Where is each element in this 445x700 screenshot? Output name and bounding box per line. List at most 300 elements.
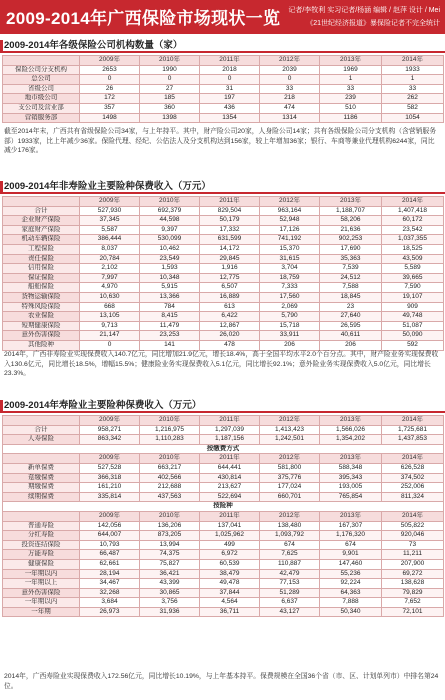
row-label: 一年期以上 <box>3 579 80 589</box>
header-year: 2014年 <box>382 454 444 464</box>
table-cell: 17,560 <box>260 292 320 302</box>
table-cell: 8,037 <box>80 244 140 254</box>
table-cell: 31,936 <box>140 607 200 617</box>
table-cell: 21,636 <box>320 225 382 235</box>
header-cell-empty <box>3 416 80 426</box>
header-year: 2009年 <box>80 416 140 426</box>
section-title-life: 2009-2014年寿险业主要险种保费收入（万元） <box>0 400 445 413</box>
table-cell: 17,690 <box>320 244 382 254</box>
table-cell: 43,509 <box>382 254 444 264</box>
table-row <box>3 283 444 293</box>
table-cell: 7,590 <box>382 283 444 293</box>
table-cell: 137,041 <box>200 521 260 531</box>
row-label: 一年期 <box>3 607 80 617</box>
table-row <box>3 492 444 502</box>
table-cell: 958,271 <box>80 425 140 435</box>
table-cell: 43,399 <box>140 579 200 589</box>
table-cell: 5,589 <box>382 264 444 274</box>
table-cell: 2653 <box>80 65 140 75</box>
table-cell: 1,037,355 <box>382 235 444 245</box>
table-cell: 110,887 <box>260 559 320 569</box>
table-cell: 52,948 <box>260 216 320 226</box>
table-cell: 374,502 <box>382 473 444 483</box>
table-cell: 11,479 <box>140 321 200 331</box>
table-cell: 11,211 <box>382 550 444 560</box>
table-cell: 13,105 <box>80 312 140 322</box>
table-cell: 206 <box>260 340 320 350</box>
table-cell: 436 <box>200 103 260 113</box>
table-cell: 510 <box>320 103 382 113</box>
header-cell-empty <box>3 454 80 464</box>
table-cell: 142,056 <box>80 521 140 531</box>
table-cell: 522,694 <box>200 492 260 502</box>
table-cell: 138,480 <box>260 521 320 531</box>
row-label: 一年期以内 <box>3 569 80 579</box>
table-row <box>3 559 444 569</box>
table-cell: 909 <box>382 302 444 312</box>
table-cell: 6,422 <box>200 312 260 322</box>
header-year: 2009年 <box>80 56 140 66</box>
header-year: 2012年 <box>260 56 320 66</box>
table-cell: 252,006 <box>382 483 444 493</box>
table-row <box>3 588 444 598</box>
table-header-row <box>3 416 444 426</box>
table-subheader-row <box>3 444 444 454</box>
table-cell: 644,441 <box>200 463 260 473</box>
table-cell: 430,814 <box>200 473 260 483</box>
header-year: 2014年 <box>382 197 444 207</box>
table-cell: 23 <box>320 302 382 312</box>
table-cell: 51,289 <box>260 588 320 598</box>
table-cell: 0 <box>140 75 200 85</box>
table-cell: 24,512 <box>320 273 382 283</box>
table-cell: 3,756 <box>140 598 200 608</box>
subheader-label: 按险种 <box>3 502 444 512</box>
table-nonlife <box>2 196 444 351</box>
table-cell: 31 <box>200 84 260 94</box>
table-cell: 10,462 <box>140 244 200 254</box>
table-cell: 16,889 <box>200 292 260 302</box>
header-year: 2009年 <box>80 197 140 207</box>
table-row <box>3 312 444 322</box>
table-cell: 1990 <box>140 65 200 75</box>
table-cell: 10,630 <box>80 292 140 302</box>
table-cell: 4,564 <box>200 598 260 608</box>
row-label: 支公司及营业部 <box>3 103 80 113</box>
table-cell: 829,504 <box>200 206 260 216</box>
table-header-row <box>3 56 444 66</box>
table-cell: 26 <box>80 84 140 94</box>
table-cell: 6,972 <box>200 550 260 560</box>
row-label: 意外伤害保险 <box>3 588 80 598</box>
table-cell: 42,479 <box>260 569 320 579</box>
table-row <box>3 483 444 493</box>
table-row <box>3 302 444 312</box>
table-cell: 26,020 <box>200 331 260 341</box>
table-cell: 218 <box>260 94 320 104</box>
table-cell: 366,318 <box>80 473 140 483</box>
row-label: 普通寿险 <box>3 521 80 531</box>
table-cell: 5,790 <box>260 312 320 322</box>
table-cell: 36,421 <box>140 569 200 579</box>
header-year: 2013年 <box>320 454 382 464</box>
row-label: 其他险种 <box>3 340 80 350</box>
table-cell: 69,272 <box>382 569 444 579</box>
table-cell: 674 <box>320 540 382 550</box>
table-cell: 386,444 <box>80 235 140 245</box>
row-label: 机动车辆保险 <box>3 235 80 245</box>
table-cell: 692,379 <box>140 206 200 216</box>
table-cell: 38,479 <box>200 569 260 579</box>
table-cell: 79,829 <box>382 588 444 598</box>
row-label: 投资连结保险 <box>3 540 80 550</box>
header-year: 2012年 <box>260 511 320 521</box>
table-cell: 357 <box>80 103 140 113</box>
table-cell: 19,107 <box>382 292 444 302</box>
table-cell: 674 <box>260 540 320 550</box>
table-cell: 1,110,283 <box>140 435 200 445</box>
table-cell: 17,332 <box>200 225 260 235</box>
table-cell: 207,900 <box>382 559 444 569</box>
table-cell: 499 <box>200 540 260 550</box>
table-cell: 7,333 <box>260 283 320 293</box>
header-year: 2009年 <box>80 511 140 521</box>
table-cell: 7,997 <box>80 273 140 283</box>
table-subheader-row <box>3 502 444 512</box>
header-year: 2009年 <box>80 454 140 464</box>
table-cell: 33 <box>260 84 320 94</box>
table-cell: 626,528 <box>382 463 444 473</box>
table-cell: 239 <box>320 94 382 104</box>
table-cell: 1498 <box>80 113 140 123</box>
source-note: 《21世纪经济报道》暴保险记者不完全统计 <box>306 20 440 27</box>
table-cell: 13,366 <box>140 292 200 302</box>
table-cell: 33 <box>382 84 444 94</box>
row-label: 保险公司分支机构 <box>3 65 80 75</box>
header-cell-empty <box>3 511 80 521</box>
table-cell: 8,415 <box>140 312 200 322</box>
byline: 记者/李牧利 实习记者/杨涵 编辑 / 赵萍 设计 / Mei <box>288 7 440 14</box>
table-cell: 50,090 <box>382 331 444 341</box>
table-cell: 1,216,975 <box>140 425 200 435</box>
table-cell: 30,865 <box>140 588 200 598</box>
table-row <box>3 273 444 283</box>
header-year: 2011年 <box>200 511 260 521</box>
table-branches <box>2 55 444 123</box>
row-label: 趸缴保费 <box>3 473 80 483</box>
table-row <box>3 550 444 560</box>
table-cell: 92,224 <box>320 579 382 589</box>
table-cell: 7,625 <box>260 550 320 560</box>
row-label: 家庭财产保险 <box>3 225 80 235</box>
table-cell: 49,748 <box>382 312 444 322</box>
table-cell: 1,297,039 <box>200 425 260 435</box>
table-cell: 17,126 <box>260 225 320 235</box>
table-row <box>3 473 444 483</box>
header-cell-empty <box>3 56 80 66</box>
table-cell: 0 <box>260 75 320 85</box>
table-cell: 15,370 <box>260 244 320 254</box>
table-cell: 631,599 <box>200 235 260 245</box>
table-cell: 10,348 <box>140 273 200 283</box>
row-label: 分红寿险 <box>3 531 80 541</box>
row-label: 续期保费 <box>3 492 80 502</box>
table-cell: 32,268 <box>80 588 140 598</box>
table-row <box>3 225 444 235</box>
table-row <box>3 292 444 302</box>
table-cell: 9,397 <box>140 225 200 235</box>
table-row <box>3 206 444 216</box>
table-row <box>3 579 444 589</box>
table-cell: 1,593 <box>140 264 200 274</box>
row-label: 新单保费 <box>3 463 80 473</box>
table-cell: 588,348 <box>320 463 382 473</box>
table-cell: 784 <box>140 302 200 312</box>
table-cell: 1,187,156 <box>200 435 260 445</box>
table-cell: 43,127 <box>260 607 320 617</box>
table-cell: 4,970 <box>80 283 140 293</box>
header-year: 2010年 <box>140 56 200 66</box>
table-cell: 3,704 <box>260 264 320 274</box>
table-cell: 33,911 <box>260 331 320 341</box>
table-cell: 14,172 <box>200 244 260 254</box>
header-year: 2010年 <box>140 511 200 521</box>
row-label: 省级公司 <box>3 84 80 94</box>
table-row <box>3 607 444 617</box>
table-cell: 527,528 <box>80 463 140 473</box>
table-cell: 0 <box>200 75 260 85</box>
table-cell: 28,194 <box>80 569 140 579</box>
table-cell: 1354 <box>200 113 260 123</box>
table-cell: 1,916 <box>200 264 260 274</box>
table-cell: 55,236 <box>320 569 382 579</box>
table-cell: 5,915 <box>140 283 200 293</box>
table-cell: 60,172 <box>382 216 444 226</box>
table-cell: 963,164 <box>260 206 320 216</box>
table-cell: 2,102 <box>80 264 140 274</box>
table-cell: 51,087 <box>382 321 444 331</box>
table-cell: 613 <box>200 302 260 312</box>
table-cell: 1969 <box>320 65 382 75</box>
row-label: 信用保险 <box>3 264 80 274</box>
table-row <box>3 65 444 75</box>
table-cell: 668 <box>80 302 140 312</box>
table-cell: 1,437,853 <box>382 435 444 445</box>
subheader-label: 按缴费方式 <box>3 444 444 454</box>
table-row <box>3 264 444 274</box>
table-cell: 49,478 <box>200 579 260 589</box>
table-cell: 1054 <box>382 113 444 123</box>
table-cell: 582 <box>382 103 444 113</box>
table-cell: 375,776 <box>260 473 320 483</box>
header-year: 2012年 <box>260 454 320 464</box>
table-cell: 197 <box>200 94 260 104</box>
table-cell: 741,192 <box>260 235 320 245</box>
header-cell-empty <box>3 197 80 207</box>
table-cell: 474 <box>260 103 320 113</box>
table-cell: 527,930 <box>80 206 140 216</box>
table-cell: 1,354,202 <box>320 435 382 445</box>
table-cell: 75,827 <box>140 559 200 569</box>
table-cell: 1,566,026 <box>320 425 382 435</box>
header-year: 2012年 <box>260 197 320 207</box>
table-row <box>3 521 444 531</box>
row-label: 期缴保费 <box>3 483 80 493</box>
table-cell: 161,210 <box>80 483 140 493</box>
table-cell: 37,844 <box>200 588 260 598</box>
table-cell: 60,539 <box>200 559 260 569</box>
table-cell: 920,046 <box>382 531 444 541</box>
table-cell: 31,615 <box>260 254 320 264</box>
table-cell: 1,407,418 <box>382 206 444 216</box>
table-cell: 9,713 <box>80 321 140 331</box>
table-cell: 138,628 <box>382 579 444 589</box>
table-cell: 581,800 <box>260 463 320 473</box>
table-row <box>3 463 444 473</box>
table-cell: 62,661 <box>80 559 140 569</box>
header-year: 2013年 <box>320 197 382 207</box>
table-cell: 9,901 <box>320 550 382 560</box>
row-label: 责任保险 <box>3 254 80 264</box>
table-cell: 1,725,681 <box>382 425 444 435</box>
table-cell: 36,711 <box>200 607 260 617</box>
row-label: 营销服务部 <box>3 113 80 123</box>
table-cell: 34,467 <box>80 579 140 589</box>
table-cell: 1,093,792 <box>260 531 320 541</box>
table-cell: 1933 <box>382 65 444 75</box>
header-year: 2011年 <box>200 197 260 207</box>
table-row <box>3 321 444 331</box>
table-cell: 58,206 <box>320 216 382 226</box>
table-cell: 902,253 <box>320 235 382 245</box>
table-cell: 40,611 <box>320 331 382 341</box>
table-cell: 262 <box>382 94 444 104</box>
table-cell: 23,549 <box>140 254 200 264</box>
header-year: 2013年 <box>320 56 382 66</box>
table-row <box>3 216 444 226</box>
table-cell: 172 <box>80 94 140 104</box>
header-year: 2013年 <box>320 511 382 521</box>
table-row <box>3 598 444 608</box>
table-cell: 873,205 <box>140 531 200 541</box>
row-label: 特殊风险保险 <box>3 302 80 312</box>
header-year: 2010年 <box>140 416 200 426</box>
table-cell: 402,566 <box>140 473 200 483</box>
header-year: 2011年 <box>200 454 260 464</box>
table-cell: 26,973 <box>80 607 140 617</box>
table-header-row <box>3 197 444 207</box>
table-cell: 663,217 <box>140 463 200 473</box>
table-cell: 29,845 <box>200 254 260 264</box>
table-row <box>3 235 444 245</box>
table-cell: 74,375 <box>140 550 200 560</box>
table-cell: 811,324 <box>382 492 444 502</box>
table-cell: 2039 <box>260 65 320 75</box>
row-label: 意外伤害保险 <box>3 331 80 341</box>
table-cell: 530,099 <box>140 235 200 245</box>
table-cell: 1,413,423 <box>260 425 320 435</box>
table-cell: 136,206 <box>140 521 200 531</box>
table-row <box>3 84 444 94</box>
table-row <box>3 531 444 541</box>
table-row <box>3 331 444 341</box>
table-row <box>3 569 444 579</box>
row-label: 合计 <box>3 206 80 216</box>
row-label: 万能寿险 <box>3 550 80 560</box>
table-cell: 66,487 <box>80 550 140 560</box>
table-cell: 478 <box>200 340 260 350</box>
row-label: 农业保险 <box>3 312 80 322</box>
table-header-row <box>3 511 444 521</box>
table-cell: 1398 <box>140 113 200 123</box>
table-row <box>3 425 444 435</box>
table-cell: 185 <box>140 94 200 104</box>
paragraph-nonlife: 2014年，广西非寿险业实现保费收入140.7亿元，同比增加21.9亿元，增长18.4%，高于全国平均水平2.0个百分点。其中，财产险业务实现保费收入130.6亿元，同比增长18.5%，增幅15.5%；健康险业务实现保费收入5.1亿元，同比增长92.1%；意外险业务实现保费收入5.0亿元，同比增长23.3%。 <box>4 351 439 377</box>
table-cell: 335,814 <box>80 492 140 502</box>
table-cell: 1,188,707 <box>320 206 382 216</box>
table-row <box>3 340 444 350</box>
table-cell: 437,563 <box>140 492 200 502</box>
row-label: 货物运输保险 <box>3 292 80 302</box>
header-year: 2014年 <box>382 56 444 66</box>
table-cell: 50,340 <box>320 607 382 617</box>
header-year: 2012年 <box>260 416 320 426</box>
table-cell: 1 <box>382 75 444 85</box>
table-cell: 360 <box>140 103 200 113</box>
table-cell: 2,069 <box>260 302 320 312</box>
table-cell: 50,179 <box>200 216 260 226</box>
table-cell: 7,652 <box>382 598 444 608</box>
row-label: 保证保险 <box>3 273 80 283</box>
table-cell: 35,363 <box>320 254 382 264</box>
header-year: 2010年 <box>140 197 200 207</box>
table-cell: 6,507 <box>200 283 260 293</box>
table-cell: 27 <box>140 84 200 94</box>
table-cell: 1,176,320 <box>320 531 382 541</box>
table-life <box>2 415 444 617</box>
table-cell: 73 <box>382 540 444 550</box>
table-row <box>3 254 444 264</box>
table-cell: 33 <box>320 84 382 94</box>
header-year: 2013年 <box>320 416 382 426</box>
table-cell: 18,845 <box>320 292 382 302</box>
table-cell: 592 <box>382 340 444 350</box>
table-cell: 7,539 <box>320 264 382 274</box>
table-header-row <box>3 454 444 464</box>
table-row <box>3 540 444 550</box>
row-label: 短期健康保险 <box>3 321 80 331</box>
table-cell: 23,253 <box>140 331 200 341</box>
table-cell: 18,759 <box>260 273 320 283</box>
row-label: 一年期以内 <box>3 598 80 608</box>
table-cell: 167,307 <box>320 521 382 531</box>
section-title-nonlife: 2009-2014年非寿险业主要险种保费收入（万元） <box>0 181 445 194</box>
table-row <box>3 94 444 104</box>
table-cell: 1,242,501 <box>260 435 320 445</box>
header-year: 2011年 <box>200 56 260 66</box>
table-cell: 0 <box>80 75 140 85</box>
table-cell: 23,542 <box>382 225 444 235</box>
table-cell: 15,718 <box>260 321 320 331</box>
table-cell: 37,345 <box>80 216 140 226</box>
table-cell: 2018 <box>200 65 260 75</box>
table-cell: 27,640 <box>320 312 382 322</box>
table-cell: 13,994 <box>140 540 200 550</box>
table-cell: 213,627 <box>200 483 260 493</box>
table-cell: 1 <box>320 75 382 85</box>
table-cell: 644,007 <box>80 531 140 541</box>
table-cell: 3,684 <box>80 598 140 608</box>
